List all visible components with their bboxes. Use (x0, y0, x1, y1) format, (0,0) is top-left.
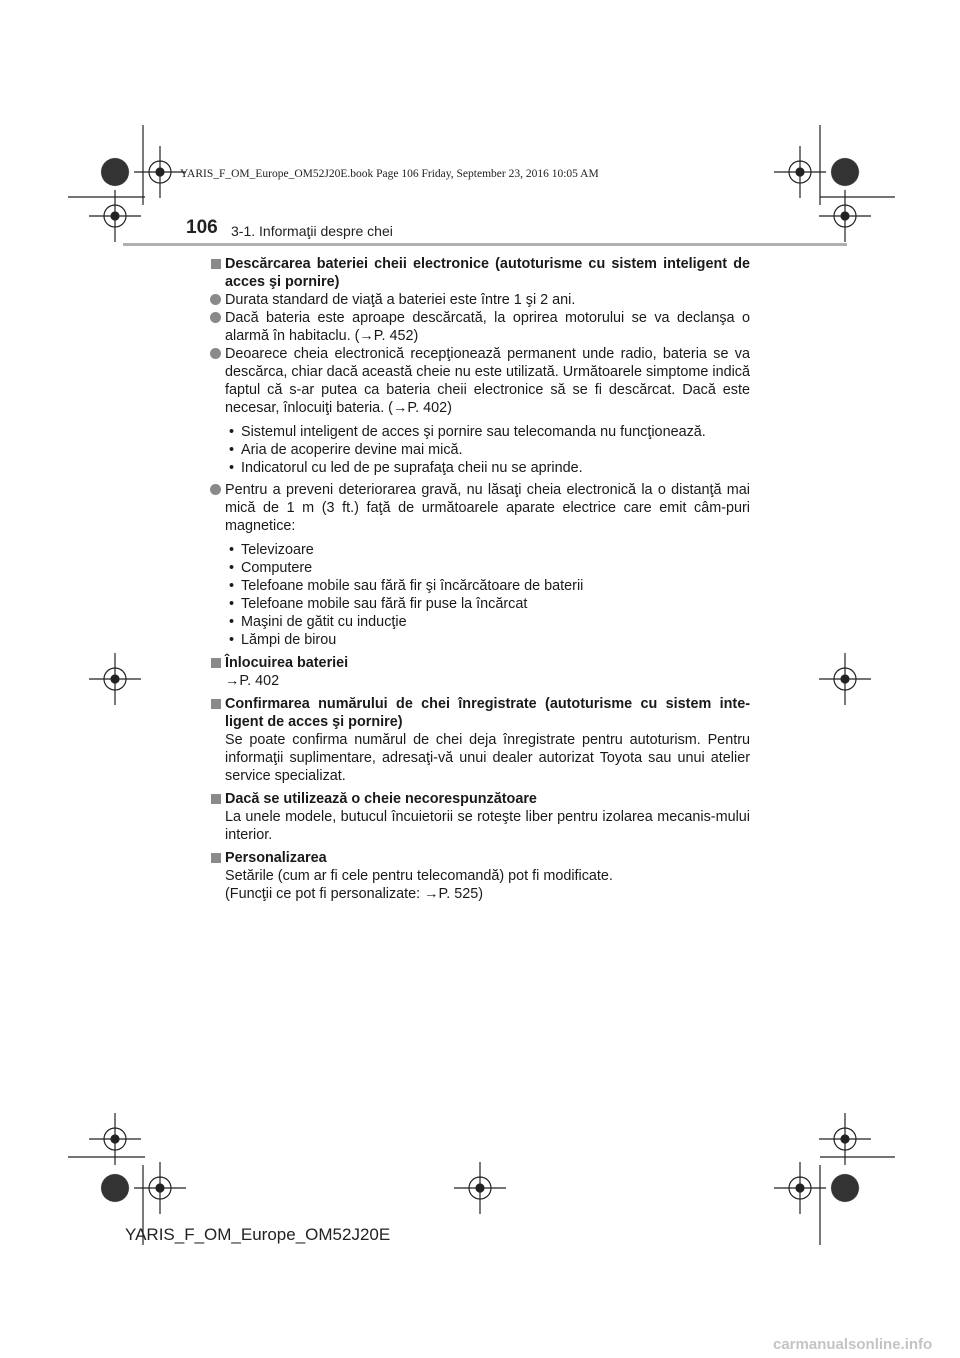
symptom-list (225, 423, 750, 477)
page-reference: →P. 402 (225, 673, 280, 689)
bullet-item: Deoarece cheia electronică recepţionează permanent unde radio, bateria se va descărca, chiar dacă această cheie nu este utilizată. Următoarele simptome indică faptul că s-ar putea ca bateria cheii electronice să se fi descărcat. Dacă este necesar, înlocuiţi bateria. (→P. 402) (210, 345, 750, 417)
heading-wrong-key: Dacă se utilizează o cheie necorespunzătoare (210, 790, 750, 808)
paragraph: Setările (cum ar fi cele pentru telecomandă) pot fi modificate. (Funcţii ce pot fi personalizate: →P. 525) (225, 868, 613, 902)
section-title: 3-1. Informaţii despre chei (231, 223, 393, 239)
list-item: • Lămpi de birou (229, 632, 337, 648)
list-item: • Aria de acoperire devine mai mică. (229, 442, 463, 458)
list-item: • Computere (229, 560, 313, 576)
page-number: 106 (186, 217, 218, 238)
paragraph: Se poate confirma numărul de chei deja înregistrate pentru autoturism. Pentru informaţii suplimentare, adresaţi-vă unui dealer autorizat Toyota sau unui atelier service specializat. (225, 732, 750, 784)
heading-battery-replace: Înlocuirea bateriei (210, 654, 750, 672)
book-info-line: YARIS_F_OM_Europe_OM52J20E.book Page 106 Friday, September 23, 2016 10:05 AM (180, 168, 599, 180)
list-item: • Telefoane mobile sau fără fir şi încărcătoare de baterii (229, 578, 584, 594)
heading-key-count: Confirmarea numărului de chei înregistrate (autoturisme cu sistem inte-ligent de acces şi pornire) (210, 695, 750, 731)
footer-doc-id: YARIS_F_OM_Europe_OM52J20E (125, 1225, 391, 1244)
bullet-item: Durata standard de viaţă a bateriei este între 1 şi 2 ani. (210, 291, 750, 309)
circle-bullet-icon (210, 348, 221, 359)
square-bullet-icon (211, 794, 221, 804)
device-list (225, 541, 750, 649)
paragraph: La unele modele, butucul încuietorii se roteşte liber pentru izolarea mecanis-mului interior. (225, 809, 750, 843)
circle-bullet-icon (210, 484, 221, 495)
list-item: • Sistemul inteligent de acces şi pornire sau telecomanda nu funcţionează. (229, 424, 706, 440)
bullet-item: Dacă bateria este aproape descărcată, la oprirea motorului se va declanşa o alarmă în habitaclu. (→P. 452) (210, 309, 750, 345)
list-item: • Indicatorul cu led de pe suprafaţa cheii nu se aprinde. (229, 460, 583, 476)
list-item: • Maşini de gătit cu inducţie (229, 614, 407, 630)
heading-personalization: Personalizarea (210, 849, 750, 867)
square-bullet-icon (211, 259, 221, 269)
circle-bullet-icon (210, 294, 221, 305)
header-rule (123, 243, 847, 246)
square-bullet-icon (211, 853, 221, 863)
heading-battery-discharge: Descărcarea bateriei cheii electronice (autoturisme cu sistem inteligent de acces şi pornire) (210, 255, 750, 291)
circle-bullet-icon (210, 312, 221, 323)
watermark: carmanualsonline.info (773, 1336, 933, 1353)
square-bullet-icon (211, 658, 221, 668)
bullet-item: Pentru a preveni deteriorarea gravă, nu lăsaţi cheia electronică la o distanţă mai mică de 1 m (3 ft.) faţă de următoarele aparate electrice care emit câm-puri magnetice: (210, 481, 750, 535)
square-bullet-icon (211, 699, 221, 709)
list-item: • Telefoane mobile sau fără fir puse la încărcat (229, 596, 528, 612)
list-item: • Televizoare (229, 542, 314, 558)
page-content (210, 250, 750, 903)
